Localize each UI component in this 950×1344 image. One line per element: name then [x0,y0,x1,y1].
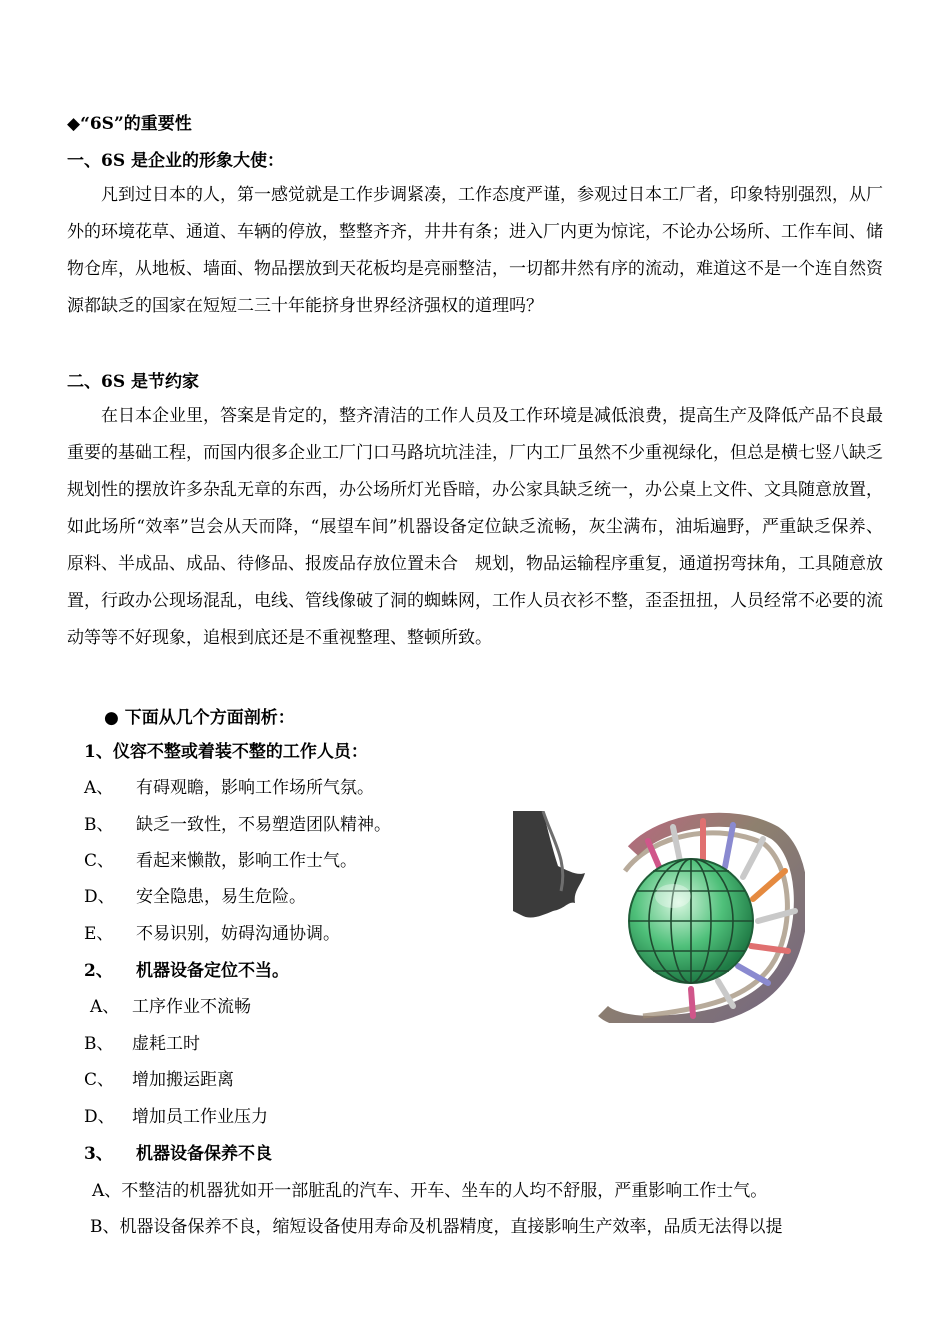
item-text: 工序作业不流畅 [132,997,251,1017]
item-label: C、 [84,1070,115,1090]
item-text: 增加搬运距离 [132,1070,234,1090]
point2-item-a [90,996,251,1018]
part1-heading: 一、6S 是企业的形象大使： [67,151,285,171]
section-title: ◆“6S”的重要性 [67,114,192,134]
item-text: 缺乏一致性，不易塑造团队精神。 [136,815,391,835]
point2-item-b [84,1033,200,1055]
item-label: D、 [84,887,115,907]
item-label: D、 [84,1107,115,1127]
item-label: B、 [84,1034,114,1054]
point2-item-d [84,1106,268,1128]
point3-heading [84,1143,272,1165]
point1-item-b [84,814,391,836]
heading-number: 3、 [84,1144,113,1164]
item-text: 不易识别，妨碍沟通协调。 [136,924,340,944]
point3-line-b: B、机器设备保养不良，缩短设备使用寿命及机器精度，直接影响生产效率，品质无法得以提 [90,1217,783,1237]
heading-text: 机器设备保养不良 [136,1144,272,1164]
heading-number: 2、 [84,961,113,981]
item-label: B、 [84,815,114,835]
part2-heading: 二、6S 是节约家 [67,372,200,392]
item-label: C、 [84,851,115,871]
point1-item-d [84,886,306,908]
item-text: 增加员工作业压力 [132,1107,268,1127]
item-label: E、 [84,924,114,944]
item-text: 看起来懒散，影响工作士气。 [136,851,357,871]
point2-heading [84,960,289,982]
point1-item-e [84,923,340,945]
point1-item-c [84,850,357,872]
analysis-intro: ● 下面从几个方面剖析： [104,708,295,728]
item-text: 虚耗工时 [132,1034,200,1054]
item-text: 安全隐患，易生危险。 [136,887,306,907]
item-label: A、 [90,997,120,1017]
item-label: A、 [84,778,114,798]
part2-paragraph: 在日本企业里，答案是肯定的，整齐清洁的工作人员及工作环境是减低浪费，提高生产及降低产品不良最重要的基础工程，而国内很多企业工厂门口马路坑坑洼洼，厂内工厂虽然不少重视绿化，但总是横七竖八缺乏规划性的摆放许多杂乱无章的东西，办公场所灯光昏暗，办公家具缺乏统一，办公桌上文件、文具随意放置，如此场所“效率”岂会从天而降，“展望车间”机器设备定位缺乏流畅，灰尘满布，油垢遍野，严重缺乏保养、原料、半成品、成品、待修品、报废品存放位置未合 规划，物品运输程序重复，通道拐弯抹角，工具随意放置，行政办公现场混乱，电线、管线像破了洞的蜘蛛网，工作人员衣衫不整，歪歪扭扭，人员经常不必要的流动等等不好现象，追根到底还是不重视整理、整顿所致。 [67,406,883,648]
item-text: 有碍观瞻，影响工作场所气氛。 [136,778,374,798]
globe-helix-illustration [513,811,805,1023]
heading-text: 机器设备定位不当。 [136,961,289,981]
point1-item-a [84,777,374,799]
point2-item-c [84,1069,234,1091]
point3-line-a: A、不整洁的机器犹如开一部脏乱的汽车、开车、坐车的人均不舒服，严重影响工作士气。 [92,1181,768,1201]
part1-paragraph: 凡到过日本的人，第一感觉就是工作步调紧凑，工作态度严谨，参观过日本工厂者，印象特别强烈，从厂外的环境花草、通道、车辆的停放，整整齐齐，井井有条；进入厂内更为惊诧，不论办公场所、工作车间、储物仓库，从地板、墙面、物品摆放到天花板均是亮丽整洁，一切都井然有序的流动，难道这不是一个连自然资源都缺乏的国家在短短二三十年能挤身世界经济强权的道理吗？ [67,185,883,316]
point1-heading: 1、仪容不整或着装不整的工作人员： [84,742,368,762]
